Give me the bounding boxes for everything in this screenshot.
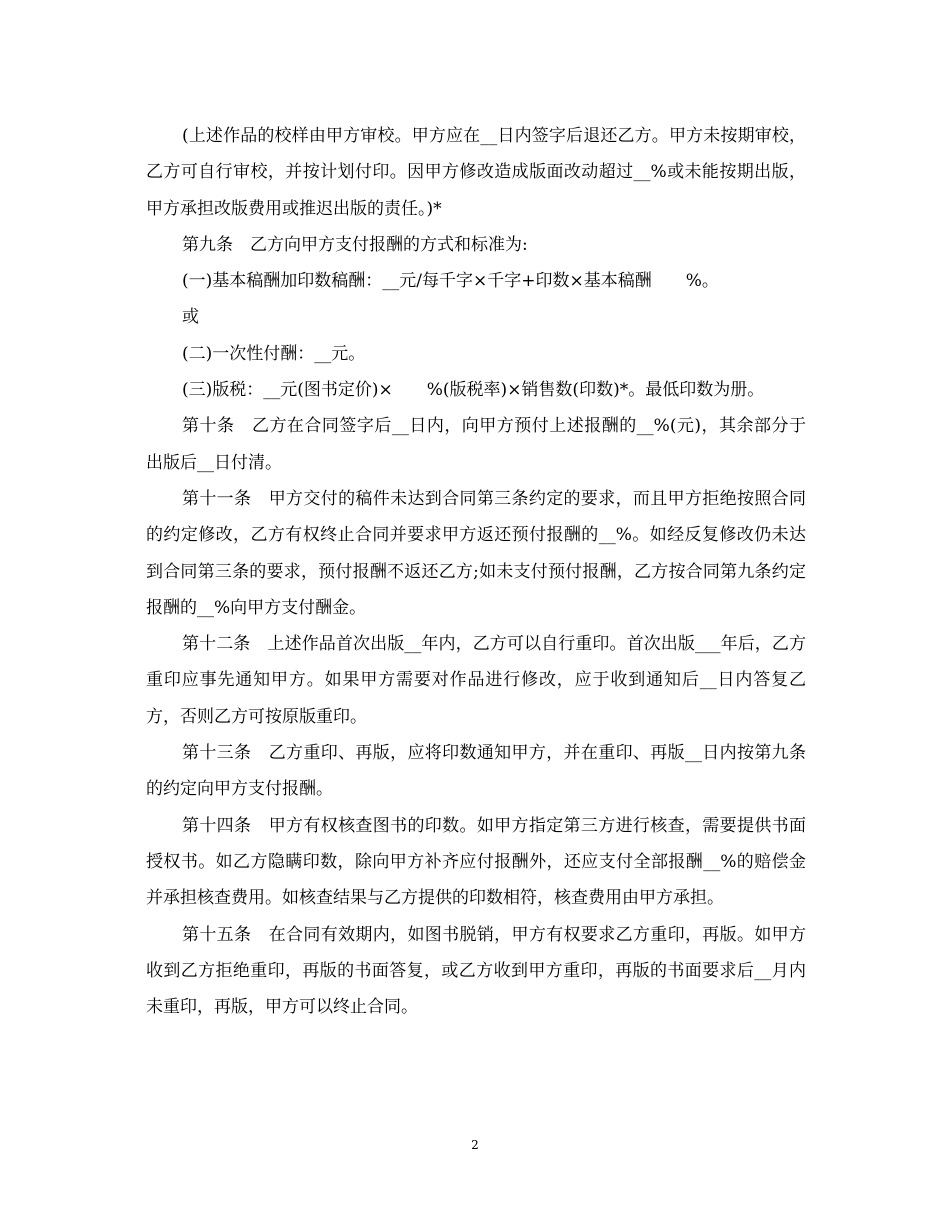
article-14: 第十四条 甲方有权核查图书的印数。如甲方指定第三方进行核查，需要提供书面授权书。如乙方隐瞒印数，除向甲方补齐应付报酬外，还应支付全部报酬__%的赔偿金并承担核查费用。如核查结果与乙方提供的印数相符，核查费用由甲方承担。 <box>146 815 806 909</box>
proof-review-paragraph: (上述作品的校样由甲方审校。甲方应在__日内签字后退还乙方。甲方未按期审校，乙方可自行审校，并按计划付印。因甲方修改造成版面改动超过__%或未能按期出版，甲方承担改版费用或推迟出版的责任。)* <box>146 126 806 219</box>
article-12: 第十二条 上述作品首次出版__年内，乙方可以自行重印。首次出版___年后，乙方重印应事先通知甲方。如果甲方需要对作品进行修改，应于收到通知后__日内答复乙方，否则乙方可按原版重印。 <box>146 634 806 727</box>
article-10: 第十条 乙方在合同签字后__日内，向甲方预付上述报酬的__%(元)，其余部分于出版后__日付清。 <box>146 416 806 473</box>
article-9-option-1: (一)基本稿酬加印数稿酬：__元/每千字×千字+印数×基本稿酬 %。 <box>182 271 719 292</box>
article-9-or: 或 <box>182 307 199 328</box>
article-9-option-2: (二)一次性付酬：__元。 <box>182 343 366 364</box>
article-15: 第十五条 在合同有效期内，如图书脱销，甲方有权要求乙方重印，再版。如甲方收到乙方拒绝重印，再版的书面答复，或乙方收到甲方重印，再版的书面要求后__月内未重印，再版，甲方可以终止合同。 <box>146 924 806 1018</box>
article-9-heading: 第九条 乙方向甲方支付报酬的方式和标准为: <box>182 234 528 255</box>
article-9-option-3: (三)版税：__元(图书定价)× %(版税率)×销售数(印数)*。最低印数为册。 <box>182 380 765 401</box>
page-number: 2 <box>471 1138 479 1152</box>
article-11: 第十一条 甲方交付的稿件未达到合同第三条约定的要求，而且甲方拒绝按照合同的约定修改，乙方有权终止合同并要求甲方返还预付报酬的__%。如经反复修改仍未达到合同第三条的要求，预付报酬不返还乙方;如未支付预付报酬，乙方按合同第九条约定报酬的__%向甲方支付酬金。 <box>146 488 806 618</box>
contract-body <box>146 118 806 1025</box>
article-13: 第十三条 乙方重印、再版，应将印数通知甲方，并在重印、再版__日内按第九条的约定向甲方支付报酬。 <box>146 743 806 800</box>
